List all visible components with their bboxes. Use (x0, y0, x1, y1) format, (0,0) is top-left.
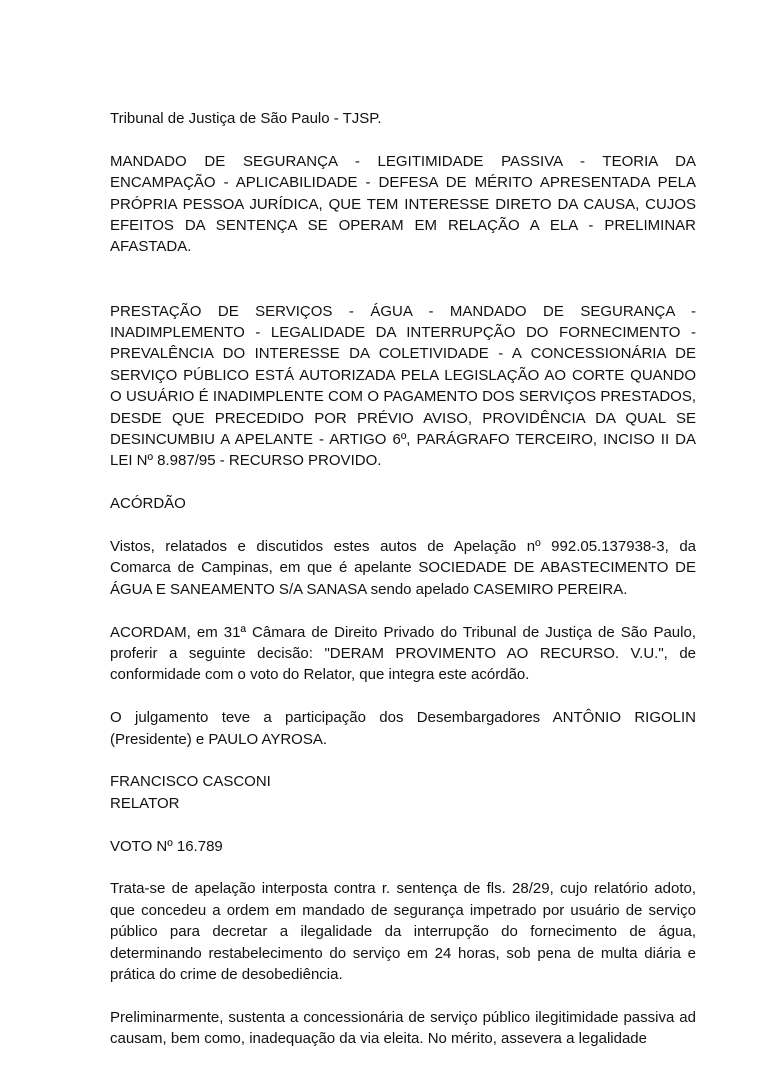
vistos-paragraph: Vistos, relatados e discutidos estes autos de Apelação nº 992.05.137938-3, da Comarca de Campinas, em que é apelante SOCIEDADE DE ABASTECIMENTO DE ÁGUA E SANEAMENTO S/A SANASA sendo apelado CASEMIRO PEREIRA. (110, 538, 696, 598)
preliminarmente-paragraph: Preliminarmente, sustenta a concessionária de serviço público ilegitimidade passiva ad causam, bem como, inadequação da via eleita. No mérito, assevera a legalidade (110, 1008, 696, 1048)
acordao-heading: ACÓRDÃO (110, 495, 186, 513)
acordam-paragraph: ACORDAM, em 31ª Câmara de Direito Privado do Tribunal de Justiça de São Paulo, proferir a seguinte decisão: "DERAM PROVIMENTO AO RECURSO. V.U.", de conformidade com o voto do Relator, que integra este acórdão. (110, 623, 696, 684)
julgamento-paragraph: O julgamento teve a participação dos Desembargadores ANTÔNIO RIGOLIN (Presidente) e PAULO AYROSA. (110, 709, 696, 748)
relator-name: FRANCISCO CASCONI (110, 773, 271, 791)
relator-title: RELATOR (110, 794, 180, 812)
document-page (110, 108, 696, 1050)
ementa-paragraph-2: PRESTAÇÃO DE SERVIÇOS - ÁGUA - MANDADO DE SEGURANÇA - INADIMPLEMENTO - LEGALIDADE DA INTERRUPÇÃO DO FORNECIMENTO - PREVALÊNCIA DO INTERESSE DA COLETIVIDADE - A CONCESSIONÁRIA DE SERVIÇO PÚBLICO ESTÁ AUTORIZADA PELA LEGISLAÇÃO AO CORTE QUANDO O USUÁRIO É INADIMPLENTE COM O PAGAMENTO DOS SERVIÇOS PRESTADOS, DESDE QUE PRECEDIDO POR PRÉVIO AVISO, PROVIDÊNCIA DA QUAL SE DESINCUMBIU A APELANTE - ARTIGO 6º, PARÁGRAFO TERCEIRO, INCISO II DA LEI Nº 8.987/95 - RECURSO PROVIDO. (110, 302, 696, 470)
court-line: Tribunal de Justiça de São Paulo - TJSP. (110, 110, 382, 127)
relatorio-paragraph: Trata-se de apelação interposta contra r. sentença de fls. 28/29, cujo relatório adoto, que concedeu a ordem em mandado de segurança impetrado por usuário de serviço público para decretar a ilegalidade da interrupção do fornecimento de água, determinando restabelecimento do serviço em 24 horas, sob pena de multa diária e prática do crime de desobediência. (110, 880, 696, 984)
relator-signature (110, 771, 696, 814)
voto-number: VOTO Nº 16.789 (110, 837, 223, 855)
ementa-paragraph-1: MANDADO DE SEGURANÇA - LEGITIMIDADE PASSIVA - TEORIA DA ENCAMPAÇÃO - APLICABILIDADE - DEFESA DE MÉRITO APRESENTADA PELA PRÓPRIA PESSOA JURÍDICA, QUE TEM INTERESSE DIRETO DA CAUSA, CUJOS EFEITOS DA SENTENÇA SE OPERAM EM RELAÇÃO A ELA - PRELIMINAR AFASTADA. (110, 152, 696, 256)
